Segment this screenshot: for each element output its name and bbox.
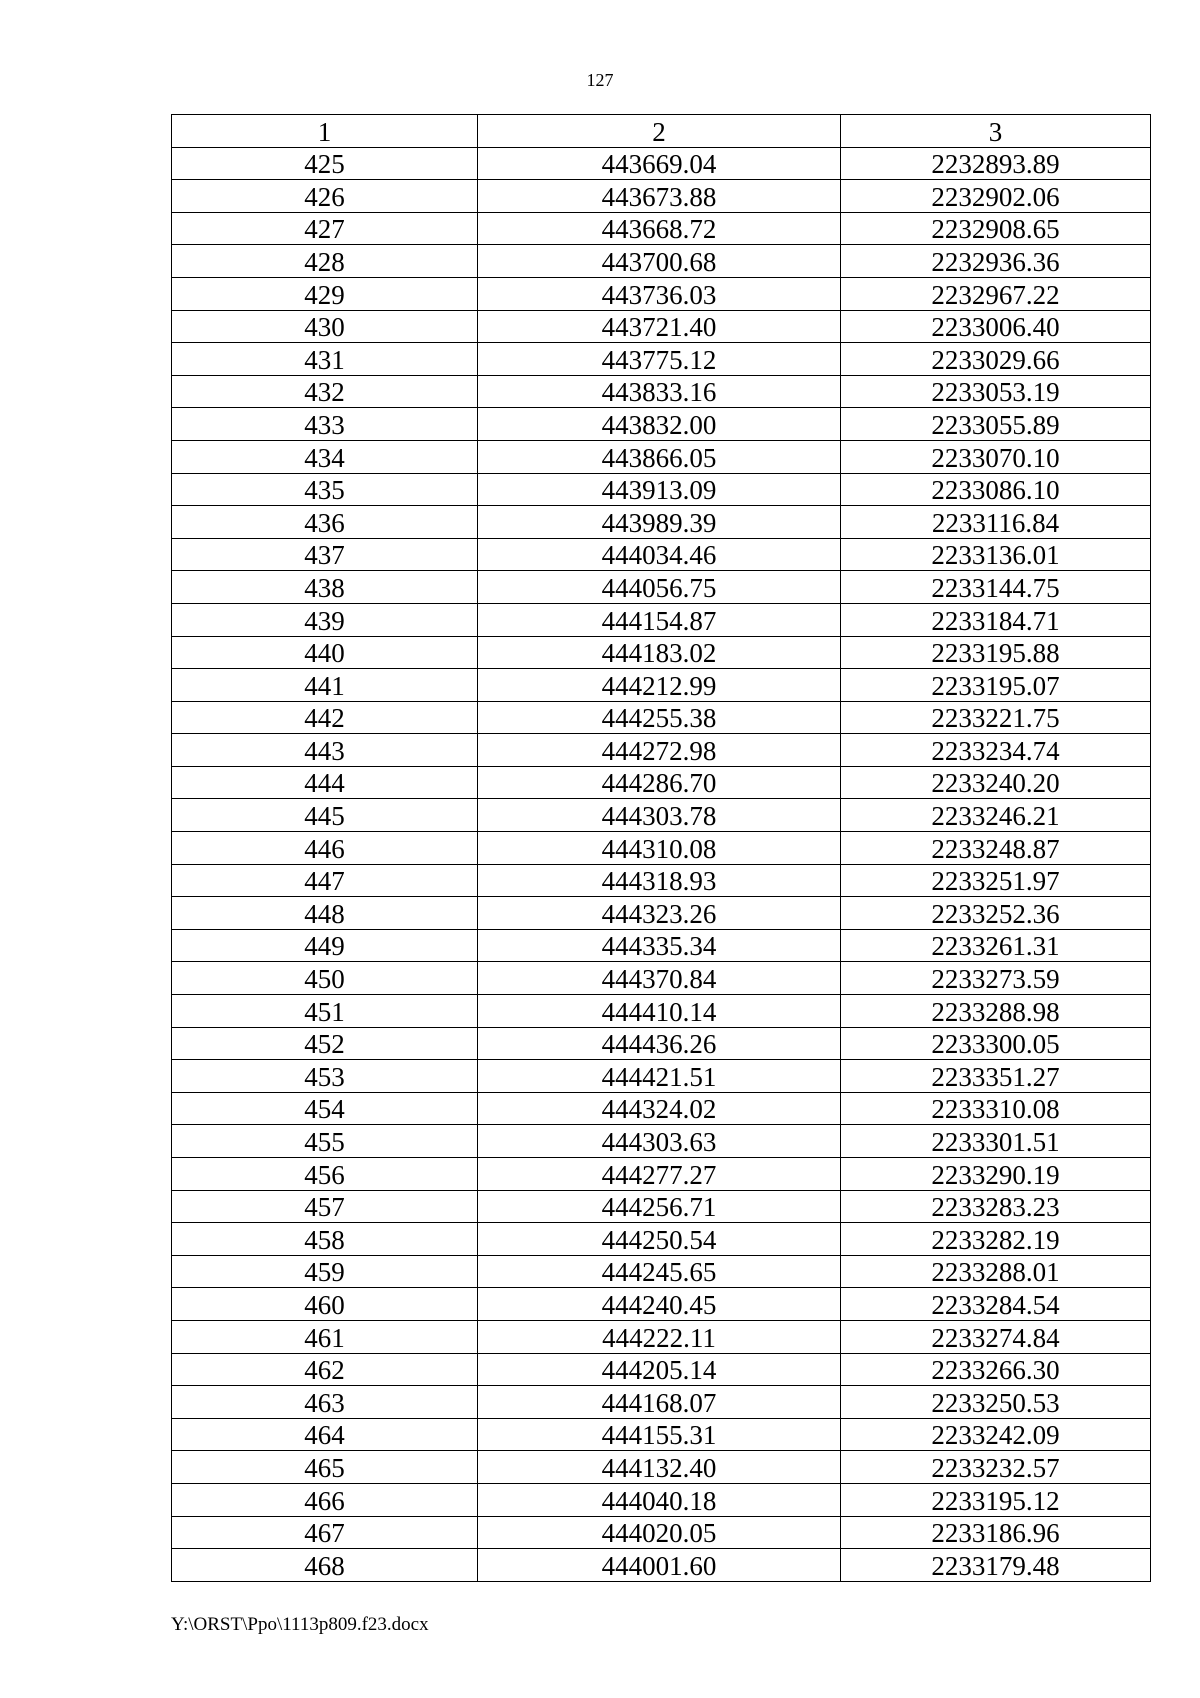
table-row — [172, 701, 1151, 734]
table-cell-col-2: 443721.40 — [478, 310, 841, 343]
table-row — [172, 1549, 1151, 1582]
table-cell-col-3: 2233273.59 — [841, 962, 1151, 995]
table-cell-col-1: 436 — [172, 506, 478, 539]
table-row — [172, 408, 1151, 441]
table-cell-col-1: 454 — [172, 1092, 478, 1125]
table-cell-col-1: 451 — [172, 995, 478, 1028]
table-row — [172, 506, 1151, 539]
table-cell-col-2: 444155.31 — [478, 1418, 841, 1451]
table-cell-col-1: 426 — [172, 180, 478, 213]
table-cell-col-3: 2233248.87 — [841, 832, 1151, 865]
footer-file-path: Y:\ORST\Ppo\1113p809.f23.docx — [171, 1614, 429, 1635]
table-cell-col-2: 444272.98 — [478, 734, 841, 767]
table-cell-col-2: 444303.78 — [478, 799, 841, 832]
table-cell-col-1: 458 — [172, 1223, 478, 1256]
table-row — [172, 1125, 1151, 1158]
table-cell-col-3: 2233055.89 — [841, 408, 1151, 441]
table-cell-col-1: 460 — [172, 1288, 478, 1321]
table-row — [172, 538, 1151, 571]
table-row — [172, 1320, 1151, 1353]
table-cell-col-3: 2233246.21 — [841, 799, 1151, 832]
table-cell-col-3: 2233242.09 — [841, 1418, 1151, 1451]
table-cell-col-3: 2232893.89 — [841, 147, 1151, 180]
table-cell-col-2: 444303.63 — [478, 1125, 841, 1158]
table-cell-col-3: 2233195.07 — [841, 669, 1151, 702]
table-row — [172, 864, 1151, 897]
table-cell-col-3: 2233195.88 — [841, 636, 1151, 669]
table-cell-col-1: 446 — [172, 832, 478, 865]
table-cell-col-3: 2233284.54 — [841, 1288, 1151, 1321]
table-cell-col-2: 444183.02 — [478, 636, 841, 669]
table-row — [172, 277, 1151, 310]
table-cell-col-3: 2233288.98 — [841, 995, 1151, 1028]
table-row — [172, 1451, 1151, 1484]
table-cell-col-2: 444205.14 — [478, 1353, 841, 1386]
table-cell-col-1: 438 — [172, 571, 478, 604]
table-cell-col-2: 443866.05 — [478, 440, 841, 473]
table-cell-col-3: 2233070.10 — [841, 440, 1151, 473]
table-row — [172, 669, 1151, 702]
table-cell-col-2: 443669.04 — [478, 147, 841, 180]
table-cell-col-1: 462 — [172, 1353, 478, 1386]
table-cell-col-3: 2232936.36 — [841, 245, 1151, 278]
table-cell-col-1: 431 — [172, 343, 478, 376]
table-row — [172, 603, 1151, 636]
table-cell-col-1: 467 — [172, 1516, 478, 1549]
table-body — [172, 147, 1151, 1581]
table-row — [172, 897, 1151, 930]
table-cell-col-3: 2233282.19 — [841, 1223, 1151, 1256]
table-cell-col-2: 444421.51 — [478, 1060, 841, 1093]
table-row — [172, 766, 1151, 799]
table-cell-col-3: 2233221.75 — [841, 701, 1151, 734]
table-row — [172, 962, 1151, 995]
table-cell-col-1: 427 — [172, 212, 478, 245]
table-cell-col-3: 2233186.96 — [841, 1516, 1151, 1549]
table-cell-col-1: 429 — [172, 277, 478, 310]
table-header-row — [172, 115, 1151, 148]
table-cell-col-1: 445 — [172, 799, 478, 832]
table-row — [172, 310, 1151, 343]
table-cell-col-2: 444410.14 — [478, 995, 841, 1028]
table-cell-col-1: 455 — [172, 1125, 478, 1158]
table-cell-col-1: 442 — [172, 701, 478, 734]
table-cell-col-3: 2233283.23 — [841, 1190, 1151, 1223]
column-header-2: 2 — [478, 115, 841, 148]
table-cell-col-3: 2233179.48 — [841, 1549, 1151, 1582]
table-row — [172, 1223, 1151, 1256]
table-cell-col-2: 444250.54 — [478, 1223, 841, 1256]
table-cell-col-1: 453 — [172, 1060, 478, 1093]
table-cell-col-2: 444132.40 — [478, 1451, 841, 1484]
table-cell-col-3: 2232908.65 — [841, 212, 1151, 245]
table-cell-col-3: 2233232.57 — [841, 1451, 1151, 1484]
table-cell-col-1: 465 — [172, 1451, 478, 1484]
table-cell-col-2: 443913.09 — [478, 473, 841, 506]
table-cell-col-2: 444245.65 — [478, 1255, 841, 1288]
page-number: 127 — [586, 70, 614, 90]
table-row — [172, 212, 1151, 245]
table-cell-col-2: 444277.27 — [478, 1158, 841, 1191]
table-cell-col-3: 2233250.53 — [841, 1386, 1151, 1419]
table-cell-col-1: 443 — [172, 734, 478, 767]
table-cell-col-3: 2233274.84 — [841, 1320, 1151, 1353]
table-row — [172, 929, 1151, 962]
table-row — [172, 1353, 1151, 1386]
table-row — [172, 995, 1151, 1028]
table-cell-col-1: 430 — [172, 310, 478, 343]
table-cell-col-2: 444001.60 — [478, 1549, 841, 1582]
table-cell-col-1: 444 — [172, 766, 478, 799]
table-cell-col-3: 2233029.66 — [841, 343, 1151, 376]
table-cell-col-1: 437 — [172, 538, 478, 571]
table-row — [172, 1255, 1151, 1288]
table-row — [172, 1288, 1151, 1321]
table-cell-col-1: 432 — [172, 375, 478, 408]
table-cell-col-3: 2233184.71 — [841, 603, 1151, 636]
table-cell-col-1: 433 — [172, 408, 478, 441]
table-row — [172, 734, 1151, 767]
table-cell-col-3: 2233351.27 — [841, 1060, 1151, 1093]
table-cell-col-3: 2233310.08 — [841, 1092, 1151, 1125]
table-cell-col-2: 443989.39 — [478, 506, 841, 539]
table-cell-col-2: 443832.00 — [478, 408, 841, 441]
table-cell-col-3: 2233300.05 — [841, 1027, 1151, 1060]
table-cell-col-2: 443833.16 — [478, 375, 841, 408]
table-cell-col-1: 466 — [172, 1483, 478, 1516]
table-cell-col-3: 2233240.20 — [841, 766, 1151, 799]
table-cell-col-3: 2233144.75 — [841, 571, 1151, 604]
table-cell-col-1: 456 — [172, 1158, 478, 1191]
table-cell-col-3: 2233136.01 — [841, 538, 1151, 571]
table-cell-col-1: 449 — [172, 929, 478, 962]
table-cell-col-3: 2233053.19 — [841, 375, 1151, 408]
table-cell-col-1: 448 — [172, 897, 478, 930]
table-cell-col-2: 443775.12 — [478, 343, 841, 376]
table-cell-col-1: 439 — [172, 603, 478, 636]
table-row — [172, 473, 1151, 506]
table-row — [172, 1060, 1151, 1093]
column-header-3: 3 — [841, 115, 1151, 148]
table-row — [172, 636, 1151, 669]
table-cell-col-1: 457 — [172, 1190, 478, 1223]
table-cell-col-2: 444034.46 — [478, 538, 841, 571]
table-cell-col-2: 444256.71 — [478, 1190, 841, 1223]
table-row — [172, 180, 1151, 213]
table-row — [172, 799, 1151, 832]
table-cell-col-3: 2233288.01 — [841, 1255, 1151, 1288]
table-cell-col-1: 468 — [172, 1549, 478, 1582]
table-cell-col-2: 444370.84 — [478, 962, 841, 995]
table-cell-col-2: 444020.05 — [478, 1516, 841, 1549]
table-cell-col-1: 428 — [172, 245, 478, 278]
table-row — [172, 832, 1151, 865]
table-cell-col-3: 2233234.74 — [841, 734, 1151, 767]
table-cell-col-2: 444324.02 — [478, 1092, 841, 1125]
table-cell-col-2: 444318.93 — [478, 864, 841, 897]
table-row — [172, 1386, 1151, 1419]
table-row — [172, 147, 1151, 180]
table-row — [172, 343, 1151, 376]
table-cell-col-1: 441 — [172, 669, 478, 702]
table-cell-col-3: 2233086.10 — [841, 473, 1151, 506]
table-cell-col-3: 2233195.12 — [841, 1483, 1151, 1516]
table-cell-col-1: 440 — [172, 636, 478, 669]
table-cell-col-3: 2232967.22 — [841, 277, 1151, 310]
table-row — [172, 1158, 1151, 1191]
table-cell-col-2: 444255.38 — [478, 701, 841, 734]
table-cell-col-2: 444168.07 — [478, 1386, 841, 1419]
table-cell-col-1: 435 — [172, 473, 478, 506]
table-cell-col-3: 2232902.06 — [841, 180, 1151, 213]
table-cell-col-3: 2233116.84 — [841, 506, 1151, 539]
table-cell-col-3: 2233266.30 — [841, 1353, 1151, 1386]
table-cell-col-2: 444240.45 — [478, 1288, 841, 1321]
table-cell-col-1: 434 — [172, 440, 478, 473]
table-cell-col-1: 464 — [172, 1418, 478, 1451]
table-row — [172, 1418, 1151, 1451]
table-cell-col-2: 444310.08 — [478, 832, 841, 865]
table-cell-col-3: 2233301.51 — [841, 1125, 1151, 1158]
table-cell-col-1: 463 — [172, 1386, 478, 1419]
table-cell-col-2: 443673.88 — [478, 180, 841, 213]
table-cell-col-3: 2233252.36 — [841, 897, 1151, 930]
table-cell-col-1: 447 — [172, 864, 478, 897]
table-row — [172, 245, 1151, 278]
table-cell-col-2: 443668.72 — [478, 212, 841, 245]
table-row — [172, 1092, 1151, 1125]
table-cell-col-2: 444222.11 — [478, 1320, 841, 1353]
table-cell-col-2: 443700.68 — [478, 245, 841, 278]
table-cell-col-2: 444056.75 — [478, 571, 841, 604]
table-cell-col-3: 2233251.97 — [841, 864, 1151, 897]
table-row — [172, 1483, 1151, 1516]
table-cell-col-1: 450 — [172, 962, 478, 995]
table-row — [172, 571, 1151, 604]
table-cell-col-3: 2233261.31 — [841, 929, 1151, 962]
table-cell-col-1: 459 — [172, 1255, 478, 1288]
table-cell-col-2: 443736.03 — [478, 277, 841, 310]
table-cell-col-2: 444436.26 — [478, 1027, 841, 1060]
table-row — [172, 1190, 1151, 1223]
table-cell-col-2: 444040.18 — [478, 1483, 841, 1516]
table-cell-col-1: 452 — [172, 1027, 478, 1060]
column-header-1: 1 — [172, 115, 478, 148]
table-cell-col-2: 444323.26 — [478, 897, 841, 930]
coordinates-table — [171, 114, 1151, 1582]
table-cell-col-2: 444335.34 — [478, 929, 841, 962]
table-cell-col-2: 444286.70 — [478, 766, 841, 799]
table-cell-col-2: 444154.87 — [478, 603, 841, 636]
table-row — [172, 375, 1151, 408]
table-row — [172, 440, 1151, 473]
table-row — [172, 1516, 1151, 1549]
table-row — [172, 1027, 1151, 1060]
table-cell-col-3: 2233006.40 — [841, 310, 1151, 343]
table-cell-col-1: 461 — [172, 1320, 478, 1353]
table-cell-col-1: 425 — [172, 147, 478, 180]
table-cell-col-3: 2233290.19 — [841, 1158, 1151, 1191]
table-cell-col-2: 444212.99 — [478, 669, 841, 702]
